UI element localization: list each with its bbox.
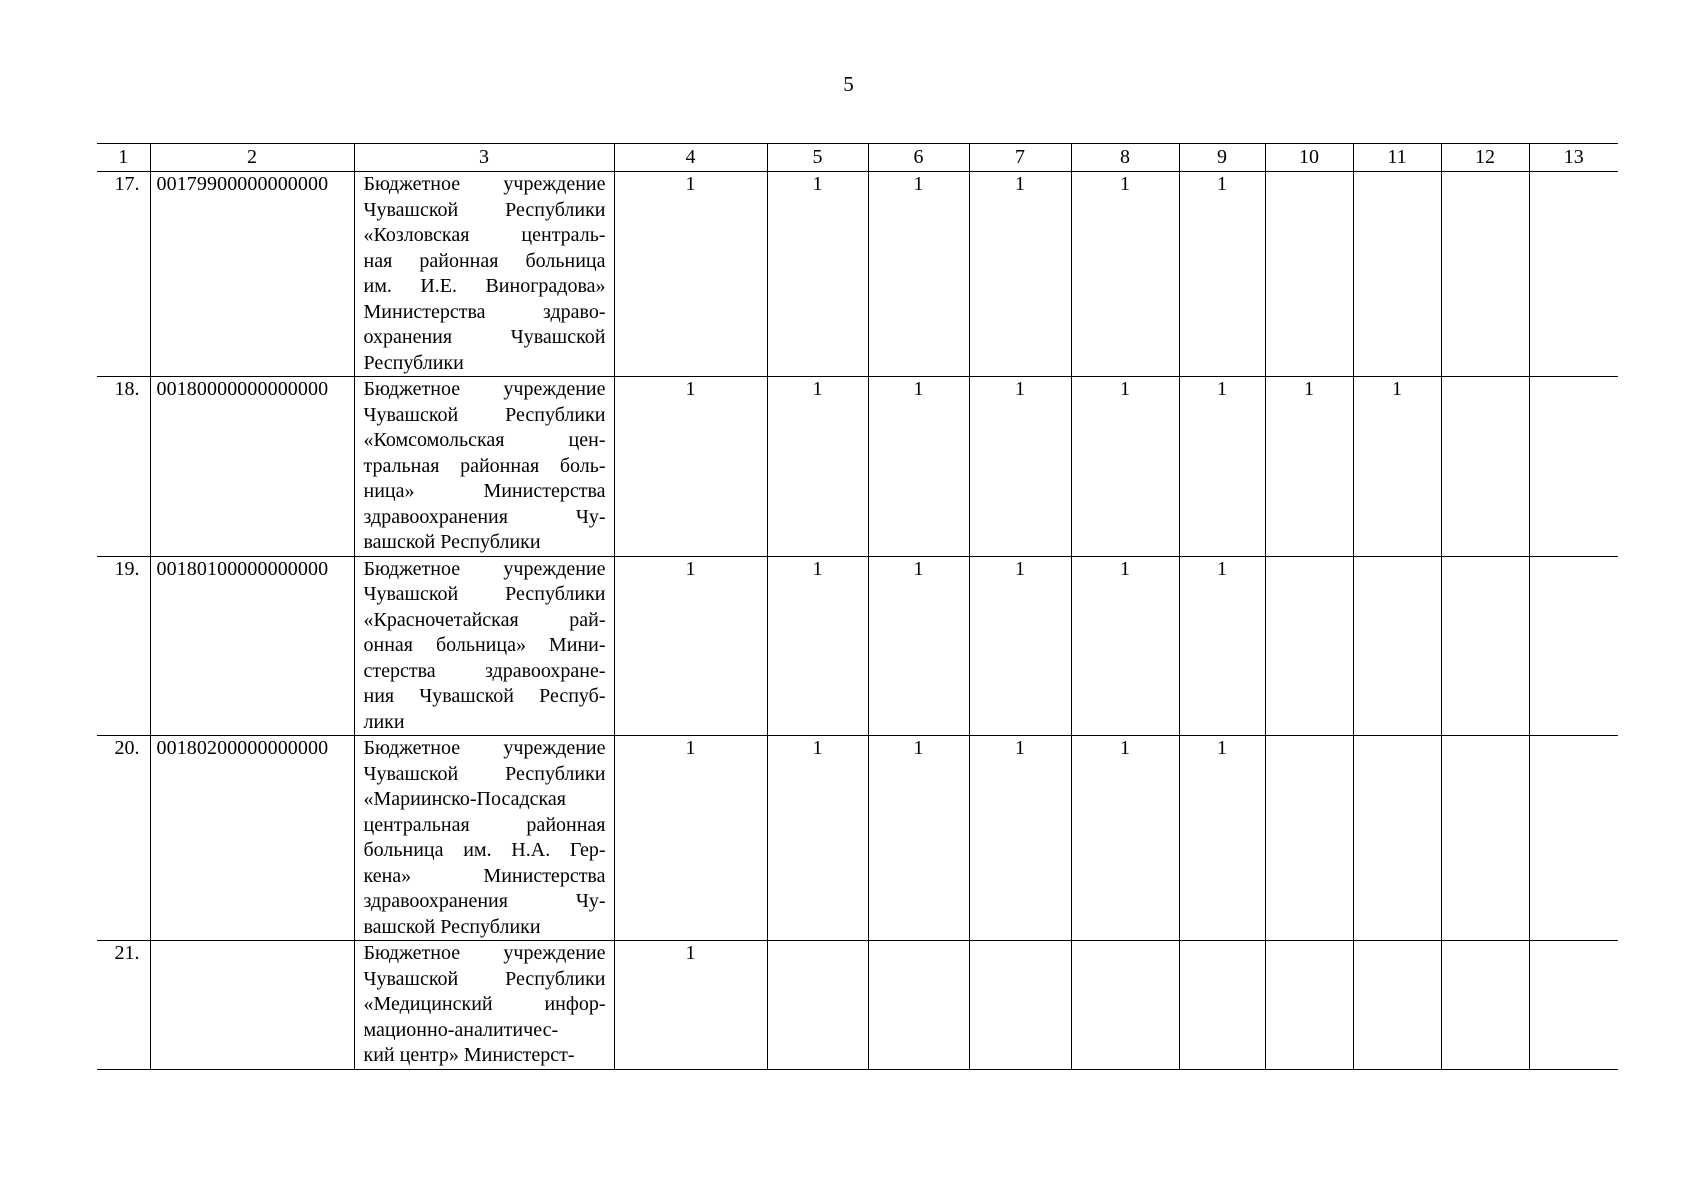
institution-name-line: Чувашской Республики — [363, 583, 606, 605]
code-cell: 00180200000000000 — [150, 736, 354, 941]
institution-name-line: кена» Министерства — [363, 864, 606, 887]
table-row — [97, 172, 1618, 377]
value-cell-col-12 — [1441, 377, 1529, 557]
table-header-row — [97, 144, 1618, 172]
table-row — [97, 941, 1618, 1070]
value-cell-col-13 — [1529, 172, 1618, 377]
institution-name-line: онная больница» Мини- — [363, 634, 606, 656]
value-cell-col-8 — [1071, 941, 1179, 1070]
institution-name-line: стерства здравоохране- — [363, 659, 606, 682]
value-cell-col-11 — [1353, 556, 1441, 736]
institution-name-line: охранения Чувашской — [363, 326, 606, 348]
institution-name-line: здравоохранения Чу- — [363, 890, 606, 912]
table-row — [97, 736, 1618, 941]
institution-name-line: Чувашской Республики — [363, 403, 606, 426]
value-cell-col-4: 1 — [614, 172, 767, 377]
institution-name-line: лики — [363, 710, 405, 733]
value-cell-col-10 — [1265, 556, 1353, 736]
value-cell-col-8: 1 — [1071, 377, 1179, 557]
value-cell-col-5: 1 — [767, 377, 868, 557]
value-cell-col-12 — [1441, 736, 1529, 941]
value-cell-col-5: 1 — [767, 556, 868, 736]
institution-name-cell — [354, 941, 614, 1070]
header-cell: 7 — [969, 144, 1071, 172]
institution-name-line: «Красночетайская рай- — [363, 608, 606, 631]
institution-name-line: ния Чувашской Респуб- — [363, 685, 606, 707]
institution-name-cell — [354, 556, 614, 736]
header-cell: 9 — [1179, 144, 1265, 172]
institution-name-line: «Козловская централь- — [363, 224, 606, 246]
institution-name-cell — [354, 377, 614, 557]
institution-name-line: Бюджетное учреждение — [363, 942, 606, 964]
value-cell-col-7: 1 — [969, 556, 1071, 736]
value-cell-col-7: 1 — [969, 377, 1071, 557]
row-number-cell: 18. — [97, 377, 150, 557]
value-cell-col-10 — [1265, 736, 1353, 941]
institution-name-line: Республики — [363, 351, 464, 374]
value-cell-col-4: 1 — [614, 556, 767, 736]
institution-name-cell — [354, 736, 614, 941]
institution-name-line: кий центр» Министерст- — [363, 1044, 575, 1066]
institution-name-line: ница» Министерства — [363, 480, 606, 502]
institution-name-line: Бюджетное учреждение — [363, 557, 606, 580]
institution-name-line: Бюджетное учреждение — [363, 378, 606, 400]
header-cell: 1 — [97, 144, 150, 172]
institution-name-line: больница им. Н.А. Гер- — [363, 839, 606, 861]
institution-name-line: Чувашской Республики — [363, 198, 606, 221]
value-cell-col-5: 1 — [767, 172, 868, 377]
data-table — [97, 143, 1618, 1070]
value-cell-col-4: 1 — [614, 941, 767, 1070]
row-number-cell: 20. — [97, 736, 150, 941]
header-cell: 11 — [1353, 144, 1441, 172]
institution-name-line: вашской Республики — [363, 531, 541, 553]
value-cell-col-7: 1 — [969, 172, 1071, 377]
value-cell-col-7: 1 — [969, 736, 1071, 941]
value-cell-col-6: 1 — [868, 556, 969, 736]
value-cell-col-10: 1 — [1265, 377, 1353, 557]
value-cell-col-12 — [1441, 941, 1529, 1070]
header-cell: 5 — [767, 144, 868, 172]
institution-name-line: центральная районная — [363, 813, 606, 836]
value-cell-col-6: 1 — [868, 377, 969, 557]
table-row — [97, 377, 1618, 557]
value-cell-col-9 — [1179, 941, 1265, 1070]
value-cell-col-5: 1 — [767, 736, 868, 941]
institution-name-line: тральная районная боль- — [363, 454, 606, 477]
value-cell-col-11 — [1353, 172, 1441, 377]
value-cell-col-8: 1 — [1071, 172, 1179, 377]
value-cell-col-4: 1 — [614, 377, 767, 557]
row-number-cell: 17. — [97, 172, 150, 377]
value-cell-col-13 — [1529, 736, 1618, 941]
value-cell-col-13 — [1529, 941, 1618, 1070]
code-cell — [150, 941, 354, 1070]
page-number: 5 — [843, 72, 854, 96]
value-cell-col-6: 1 — [868, 736, 969, 941]
header-cell: 2 — [150, 144, 354, 172]
value-cell-col-9: 1 — [1179, 172, 1265, 377]
header-cell: 12 — [1441, 144, 1529, 172]
institution-name-cell — [354, 172, 614, 377]
header-cell: 3 — [354, 144, 614, 172]
institution-name-line: Министерства здраво- — [363, 300, 606, 323]
value-cell-col-11 — [1353, 736, 1441, 941]
value-cell-col-10 — [1265, 941, 1353, 1070]
header-cell: 4 — [614, 144, 767, 172]
value-cell-col-9: 1 — [1179, 377, 1265, 557]
institution-name-line: Чувашской Республики — [363, 762, 606, 785]
code-cell: 00180000000000000 — [150, 377, 354, 557]
value-cell-col-13 — [1529, 377, 1618, 557]
value-cell-col-12 — [1441, 172, 1529, 377]
institution-name-line: «Мариинско-Посадская — [363, 788, 566, 810]
value-cell-col-8: 1 — [1071, 736, 1179, 941]
value-cell-col-11 — [1353, 941, 1441, 1070]
value-cell-col-6 — [868, 941, 969, 1070]
institution-name-line: здравоохранения Чу- — [363, 505, 606, 528]
value-cell-col-12 — [1441, 556, 1529, 736]
institution-name-line: Бюджетное учреждение — [363, 737, 606, 759]
value-cell-col-11: 1 — [1353, 377, 1441, 557]
table-row — [97, 556, 1618, 736]
institution-name-line: Бюджетное учреждение — [363, 173, 606, 195]
header-cell: 8 — [1071, 144, 1179, 172]
institution-name-line: ная районная больница — [363, 249, 606, 272]
value-cell-col-13 — [1529, 556, 1618, 736]
header-cell: 13 — [1529, 144, 1618, 172]
row-number-cell: 19. — [97, 556, 150, 736]
value-cell-col-10 — [1265, 172, 1353, 377]
value-cell-col-8: 1 — [1071, 556, 1179, 736]
institution-name-line: «Медицинский инфор- — [363, 993, 606, 1015]
institution-name-line: Чувашской Республики — [363, 967, 606, 990]
value-cell-col-9: 1 — [1179, 556, 1265, 736]
value-cell-col-4: 1 — [614, 736, 767, 941]
header-cell: 10 — [1265, 144, 1353, 172]
value-cell-col-6: 1 — [868, 172, 969, 377]
row-number-cell: 21. — [97, 941, 150, 1070]
institution-name-line: вашской Республики — [363, 915, 541, 938]
value-cell-col-5 — [767, 941, 868, 1070]
institution-name-line: «Комсомольская цен- — [363, 429, 606, 451]
institution-name-line: мационно-аналитичес- — [363, 1018, 559, 1041]
code-cell: 00180100000000000 — [150, 556, 354, 736]
header-cell: 6 — [868, 144, 969, 172]
code-cell: 00179900000000000 — [150, 172, 354, 377]
institution-name-line: им. И.Е. Виноградова» — [363, 275, 606, 297]
value-cell-col-7 — [969, 941, 1071, 1070]
value-cell-col-9: 1 — [1179, 736, 1265, 941]
